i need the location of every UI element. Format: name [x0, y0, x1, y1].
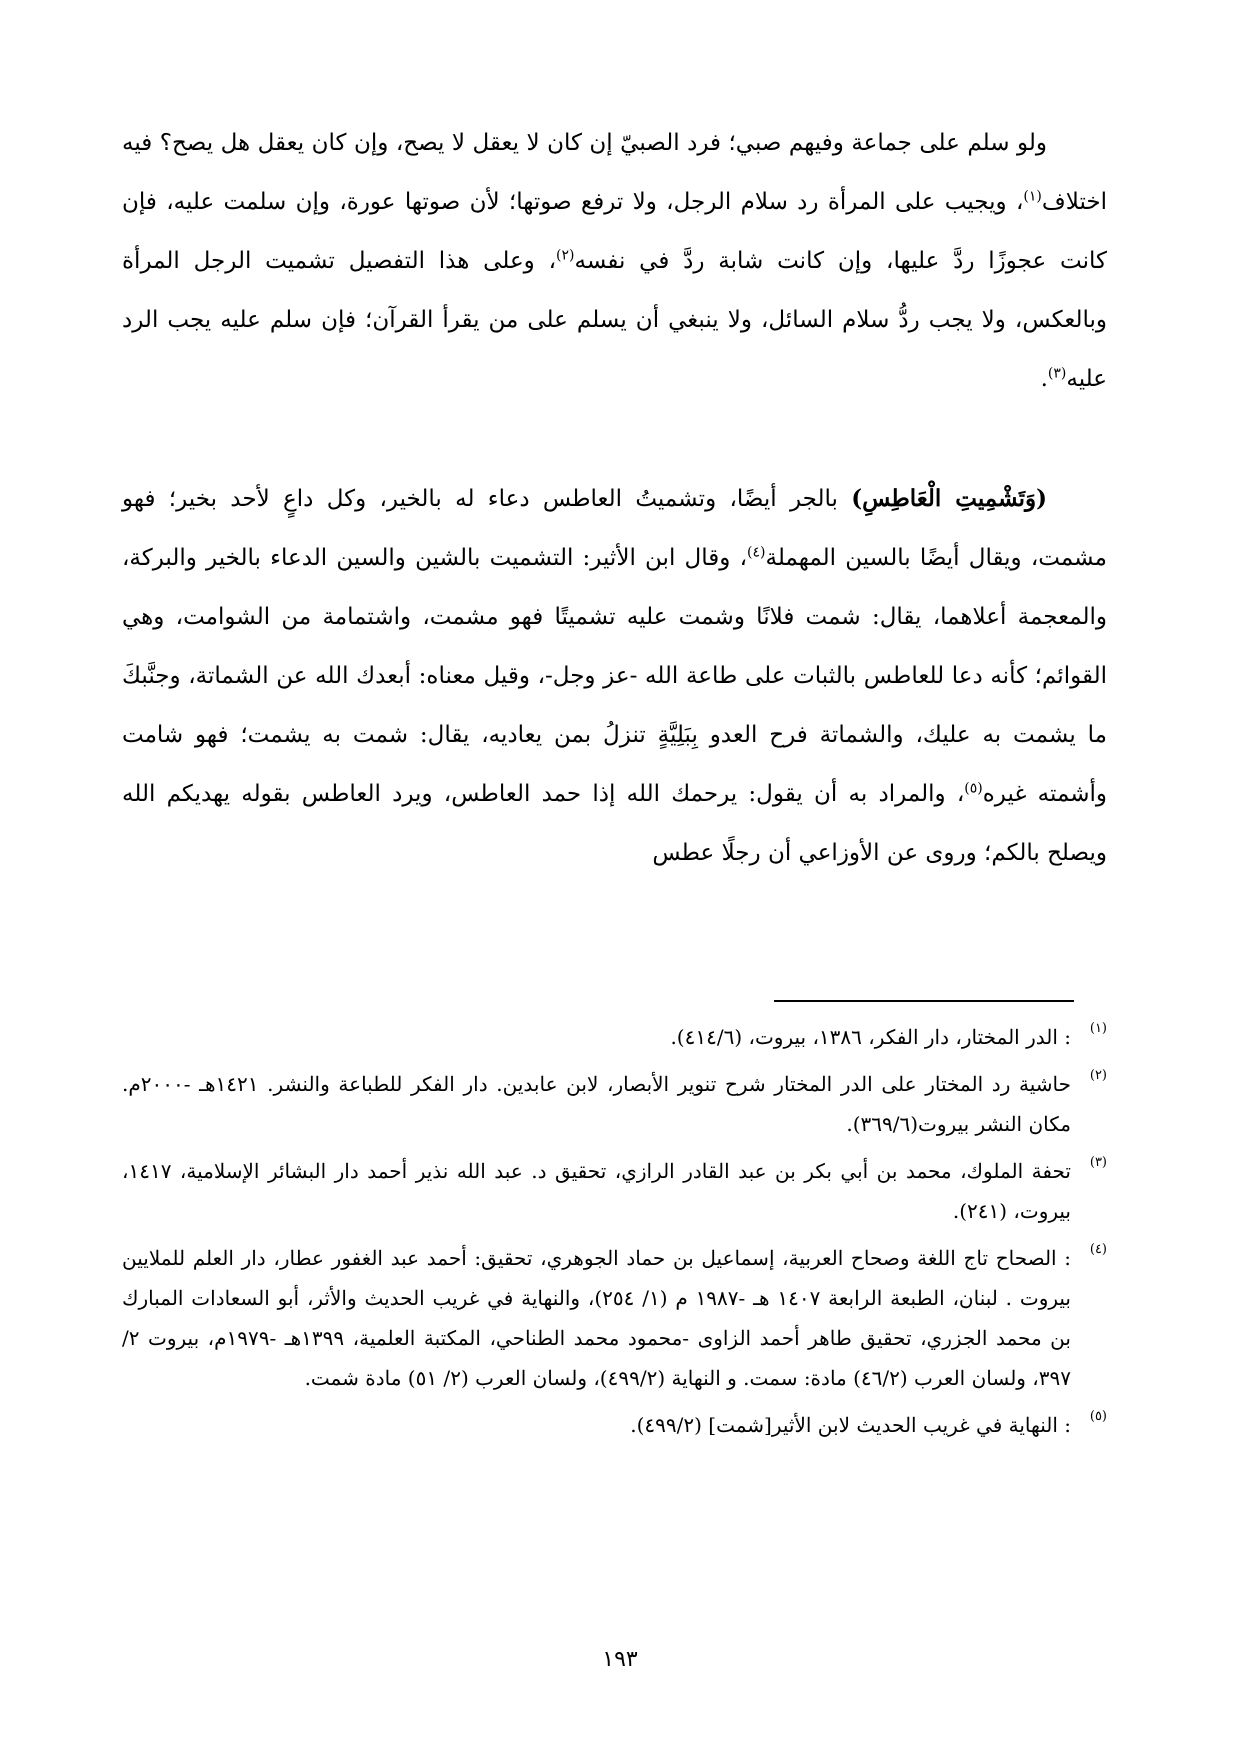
bold-term: (وَتَشْمِيتِ الْعَاطِسِ): [851, 485, 1048, 512]
footnote-number: (٤): [1089, 1242, 1107, 1257]
footnote-separator: [774, 1000, 1074, 1002]
footnote-5: [122, 1405, 1107, 1445]
page-number: ١٩٣: [602, 1647, 638, 1672]
footnote-number: (١): [1089, 1021, 1107, 1036]
footnote-text: حاشية رد المختار على الدر المختار شرح تنوير الأبصار، لابن عابدين. دار الفكر للطباعة والنشر. ١٤٢١هـ -٢٠٠٠م. مكان النشر بيروت(٣٦٩/٦).: [122, 1072, 1071, 1136]
footnote-ref-2[interactable]: (٢): [556, 247, 575, 264]
footnotes-section: [122, 1017, 1107, 1452]
footnote-3: [122, 1151, 1107, 1231]
footnote-ref-5[interactable]: (٥): [964, 780, 983, 797]
footnote-number: (٣): [1089, 1155, 1107, 1170]
footnote-text: : الدر المختار، دار الفكر، ١٣٨٦، بيروت، (٤١٤/٦).: [670, 1025, 1071, 1049]
body-paragraph-2: [122, 469, 1107, 883]
footnote-text: : النهاية في غريب الحديث لابن الأثير[شمت] (٤٩٩/٢).: [630, 1413, 1071, 1437]
footnote-number: (٢): [1089, 1068, 1107, 1083]
paragraph-text: ولو سلم على جماعة وفيهم صبي؛ فرد الصبيّ إن كان لا يعقل لا يصح، وإن كان يعقل هل يصح؟ فيه اختلاف: [122, 130, 1107, 215]
paragraph-text: ، وعلى هذا التفصيل تشميت الرجل المرأة وبالعكس، ولا يجب ردُّ سلام السائل، ولا ينبغي أن يسلم على من يقرأ القرآن؛ فإن سلم عليه يجب الرد عليه: [122, 248, 1107, 392]
paragraph-text: ، ويجيب على المرأة رد سلام الرجل، ولا ترفع صوتها؛ لأن صوتها عورة، وإن سلمت عليه، فإن كانت عجوزًا ردَّ عليها، وإن كانت شابة ردَّ في نفسه: [122, 189, 1107, 274]
paragraph-text: .: [1040, 366, 1048, 392]
footnote-1: [122, 1017, 1107, 1057]
footnote-number: (٥): [1089, 1409, 1107, 1424]
footnote-ref-3[interactable]: (٣): [1047, 365, 1067, 382]
paragraph-text: ، والمراد به أن يقول: يرحمك الله إذا حمد العاطس، ويرد العاطس بقوله يهديكم الله ويصلح بالكم؛ وروى عن الأوزاعي أن رجلًا عطس: [122, 781, 1107, 866]
footnote-text: تحفة الملوك، محمد بن أبي بكر بن عبد القادر الرازي، تحقيق د. عبد الله نذير أحمد دار البشائر الإسلامية، ١٤١٧، بيروت، (٢٤١).: [122, 1159, 1071, 1223]
paragraph-text: بالجر أيضًا، وتشميتُ العاطس دعاء له بالخير، وكل داعٍ لأحد بخير؛ فهو مشمت، ويقال أيضًا بالسين المهملة: [122, 486, 1107, 571]
footnote-4: [122, 1238, 1107, 1398]
footnote-ref-4[interactable]: (٤): [747, 544, 766, 561]
footnote-ref-1[interactable]: (١): [1023, 188, 1042, 205]
footnote-text: : الصحاح تاج اللغة وصحاح العربية، إسماعيل بن حماد الجوهري، تحقيق: أحمد عبد الغفور عطار، دار العلم للملايين بيروت . لبنان، الطبعة الرابعة ١٤٠٧ هـ -١٩٨٧ م (١/ ٢٥٤)، والنهاية في غريب الحديث والأثر، أبو السعادات المبارك بن محمد الجزري، تحقيق طاهر أحمد الزاوى -محمود محمد الطناحي، المكتبة العلمية، ١٣٩٩هـ -١٩٧٩م، بيروت ٢/ ٣٩٧، ولسان العرب (٤٦/٢) مادة: سمت. و النهاية (٤٩٩/٢)، ولسان العرب (٢/ ٥١) مادة شمت.: [122, 1246, 1071, 1390]
body-paragraph-1: [122, 114, 1107, 409]
footnote-2: [122, 1064, 1107, 1144]
paragraph-text: ، وقال ابن الأثير: التشميت بالشين والسين الدعاء بالخير والبركة، والمعجمة أعلاهما، يقال: شمت فلانًا وشمت عليه تشميتًا فهو مشمت، واشتمامة من الشوامت، وهي القوائم؛ كأنه دعا للعاطس بالثبات على طاعة الله -عز وجل-، وقيل معناه: أبعدك الله عن الشماتة، وجنَّبكَ ما يشمت به عليك، والشماتة فرح العدو بِبَلِيَّةٍ تنزلُ بمن يعاديه، يقال: شمت به يشمت؛ فهو شامت وأشمته غيره: [122, 545, 1108, 807]
